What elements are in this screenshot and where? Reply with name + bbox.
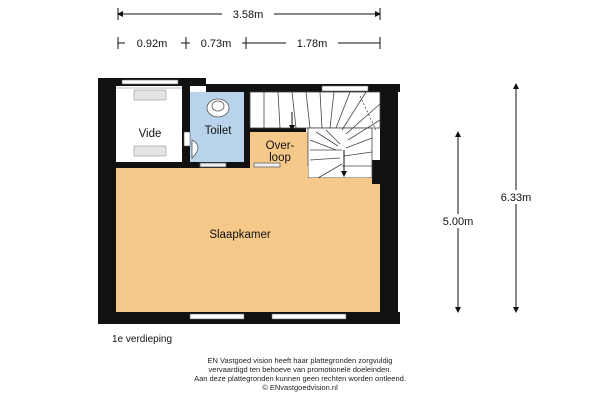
dim-segment-1: 0.92m bbox=[136, 38, 168, 50]
dim-segment-3: 1.78m bbox=[296, 38, 328, 50]
floor-label: 1e verdieping bbox=[112, 334, 173, 345]
room-label-vide: Vide bbox=[138, 128, 162, 140]
room-label-slaapkamer: Slaapkamer bbox=[209, 229, 271, 241]
dim-segment-2: 0.73m bbox=[200, 38, 232, 50]
dim-total-width: 3.58m bbox=[232, 9, 264, 21]
room-label-toilet: Toilet bbox=[204, 125, 232, 137]
disclaimer-line-2: vervaardigd ten behoeve van promotionele doeleinden. bbox=[208, 365, 392, 374]
dim-height-total: 6.33m bbox=[500, 192, 532, 204]
room-label-overloop-1: Over- bbox=[265, 140, 295, 152]
disclaimer-line-4: © ENvastgoedvision.nl bbox=[262, 383, 338, 392]
disclaimer-line-3: Aan deze plattegronden kunnen geen rechten worden ontleend. bbox=[194, 374, 406, 383]
dim-height-inner: 5.00m bbox=[442, 216, 474, 228]
room-label-overloop-2: loop bbox=[269, 152, 291, 164]
disclaimer-line-1: EN Vastgoed vision heeft haar plattegronden zorgvuldig bbox=[207, 356, 393, 365]
